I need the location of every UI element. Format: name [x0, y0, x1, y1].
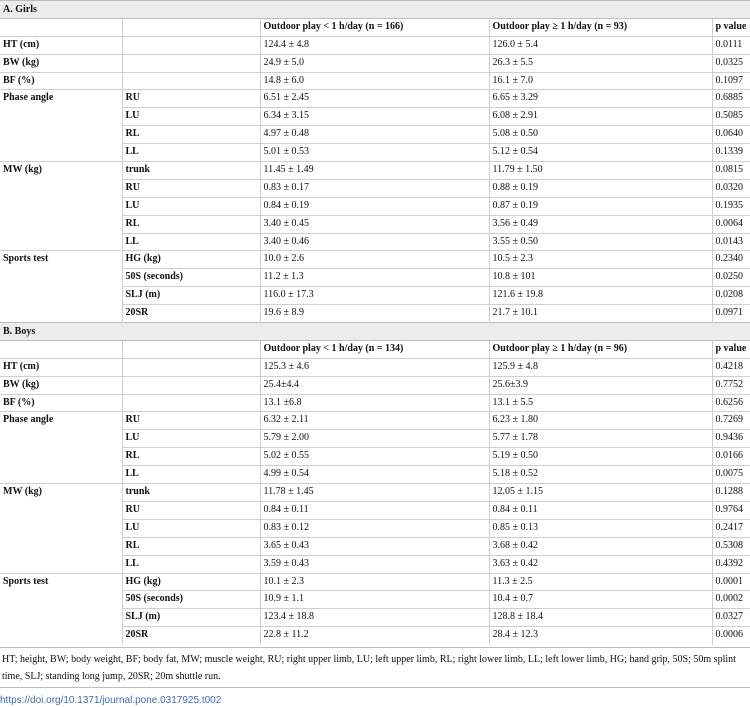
row-sublabel: SLJ (m) — [122, 609, 260, 627]
table-row — [0, 412, 750, 430]
group-b-value: 10.8 ± 101 — [489, 269, 712, 287]
boys-blank-sub-header — [122, 340, 260, 358]
table-row — [0, 484, 750, 502]
row-sublabel: RU — [122, 412, 260, 430]
row-label — [0, 108, 122, 126]
group-a-value: 6.34 ± 3.15 — [260, 108, 489, 126]
boys-group-a-header: Outdoor play < 1 h/day (n = 134) — [260, 340, 489, 358]
girls-blank-header — [0, 18, 122, 36]
group-b-value: 11.3 ± 2.5 — [489, 573, 712, 591]
p-value: 0.0320 — [712, 179, 750, 197]
row-label: Phase angle — [0, 412, 122, 430]
p-value: 0.0815 — [712, 162, 750, 180]
row-label: MW (kg) — [0, 162, 122, 180]
row-label: BW (kg) — [0, 54, 122, 72]
p-value: 0.4392 — [712, 555, 750, 573]
p-value: 0.4218 — [712, 358, 750, 376]
group-b-value: 6.65 ± 3.29 — [489, 90, 712, 108]
boys-p-value-header: p value — [712, 340, 750, 358]
row-label — [0, 144, 122, 162]
group-a-value: 11.78 ± 1.45 — [260, 484, 489, 502]
girls-section-title-row — [0, 1, 750, 19]
row-label: BW (kg) — [0, 376, 122, 394]
table-row — [0, 501, 750, 519]
row-sublabel: RL — [122, 126, 260, 144]
group-a-value: 4.99 ± 0.54 — [260, 466, 489, 484]
p-value: 0.0143 — [712, 233, 750, 251]
row-label — [0, 269, 122, 287]
row-sublabel: SLJ (m) — [122, 287, 260, 305]
p-value: 0.1935 — [712, 197, 750, 215]
boys-section-title: B. Boys — [0, 323, 750, 341]
row-label — [0, 627, 122, 645]
group-a-value: 6.32 ± 2.11 — [260, 412, 489, 430]
p-value: 0.0001 — [712, 573, 750, 591]
group-b-value: 11.79 ± 1.50 — [489, 162, 712, 180]
row-sublabel — [122, 36, 260, 54]
row-sublabel: HG (kg) — [122, 573, 260, 591]
p-value: 0.2417 — [712, 519, 750, 537]
p-value: 0.7752 — [712, 376, 750, 394]
doi-link[interactable]: https://doi.org/10.1371/journal.pone.0317925.t002 — [0, 695, 222, 706]
table-row — [0, 269, 750, 287]
group-b-value: 5.19 ± 0.50 — [489, 448, 712, 466]
table-row — [0, 591, 750, 609]
group-b-value: 0.88 ± 0.19 — [489, 179, 712, 197]
p-value: 0.0075 — [712, 466, 750, 484]
table-row — [0, 90, 750, 108]
doi-divider — [0, 687, 750, 688]
table-row — [0, 54, 750, 72]
group-a-value: 10.9 ± 1.1 — [260, 591, 489, 609]
group-b-value: 10.5 ± 2.3 — [489, 251, 712, 269]
group-a-value: 124.4 ± 4.8 — [260, 36, 489, 54]
row-sublabel — [122, 54, 260, 72]
row-label — [0, 126, 122, 144]
group-a-value: 3.59 ± 0.43 — [260, 555, 489, 573]
table-row — [0, 448, 750, 466]
group-b-value: 5.18 ± 0.52 — [489, 466, 712, 484]
boys-blank-header — [0, 340, 122, 358]
group-a-value: 14.8 ± 6.0 — [260, 72, 489, 90]
table-row — [0, 233, 750, 251]
group-a-value: 3.40 ± 0.46 — [260, 233, 489, 251]
group-a-value: 11.2 ± 1.3 — [260, 269, 489, 287]
group-a-value: 116.0 ± 17.3 — [260, 287, 489, 305]
p-value: 0.6256 — [712, 394, 750, 412]
group-b-value: 25.6±3.9 — [489, 376, 712, 394]
group-a-value: 11.45 ± 1.49 — [260, 162, 489, 180]
row-label — [0, 430, 122, 448]
girls-p-value-header: p value — [712, 18, 750, 36]
group-a-value: 0.84 ± 0.11 — [260, 501, 489, 519]
group-a-value: 24.9 ± 5.0 — [260, 54, 489, 72]
group-a-value: 13.1 ±6.8 — [260, 394, 489, 412]
table-row — [0, 609, 750, 627]
group-a-value: 125.3 ± 4.6 — [260, 358, 489, 376]
p-value: 0.9436 — [712, 430, 750, 448]
row-sublabel: 50S (seconds) — [122, 591, 260, 609]
group-a-value: 5.01 ± 0.53 — [260, 144, 489, 162]
row-label: HT (cm) — [0, 36, 122, 54]
p-value: 0.0327 — [712, 609, 750, 627]
girls-blank-sub-header — [122, 18, 260, 36]
p-value: 0.1339 — [712, 144, 750, 162]
group-b-value: 16.1 ± 7.0 — [489, 72, 712, 90]
row-label: Sports test — [0, 573, 122, 591]
row-sublabel: LL — [122, 233, 260, 251]
results-table-body — [0, 1, 750, 645]
p-value: 0.0006 — [712, 627, 750, 645]
row-sublabel: RU — [122, 501, 260, 519]
row-sublabel: RL — [122, 537, 260, 555]
row-label — [0, 197, 122, 215]
row-label: MW (kg) — [0, 484, 122, 502]
group-a-value: 10.1 ± 2.3 — [260, 573, 489, 591]
row-label: BF (%) — [0, 394, 122, 412]
table-row — [0, 36, 750, 54]
row-sublabel: 50S (seconds) — [122, 269, 260, 287]
p-value: 0.0250 — [712, 269, 750, 287]
table-row — [0, 144, 750, 162]
girls-header-row — [0, 18, 750, 36]
table-row — [0, 179, 750, 197]
table-row — [0, 430, 750, 448]
row-sublabel: LU — [122, 519, 260, 537]
row-label — [0, 555, 122, 573]
table-row — [0, 72, 750, 90]
table-row — [0, 376, 750, 394]
group-b-value: 126.0 ± 5.4 — [489, 36, 712, 54]
boys-section-title-row — [0, 323, 750, 341]
p-value: 0.0166 — [712, 448, 750, 466]
row-label — [0, 448, 122, 466]
row-label: Sports test — [0, 251, 122, 269]
row-sublabel: LU — [122, 197, 260, 215]
p-value: 0.0325 — [712, 54, 750, 72]
group-b-value: 5.77 ± 1.78 — [489, 430, 712, 448]
row-sublabel: HG (kg) — [122, 251, 260, 269]
row-sublabel — [122, 72, 260, 90]
p-value: 0.0208 — [712, 287, 750, 305]
group-a-value: 10.0 ± 2.6 — [260, 251, 489, 269]
group-a-value: 6.51 ± 2.45 — [260, 90, 489, 108]
p-value: 0.0640 — [712, 126, 750, 144]
boys-group-b-header: Outdoor play ≥ 1 h/day (n = 96) — [489, 340, 712, 358]
p-value: 0.7269 — [712, 412, 750, 430]
table-row — [0, 108, 750, 126]
row-label — [0, 305, 122, 323]
group-a-value: 3.65 ± 0.43 — [260, 537, 489, 555]
row-sublabel: RL — [122, 448, 260, 466]
group-b-value: 125.9 ± 4.8 — [489, 358, 712, 376]
group-b-value: 5.08 ± 0.50 — [489, 126, 712, 144]
group-b-value: 121.6 ± 19.8 — [489, 287, 712, 305]
group-a-value: 5.02 ± 0.55 — [260, 448, 489, 466]
row-label — [0, 519, 122, 537]
girls-group-a-header: Outdoor play < 1 h/day (n = 166) — [260, 18, 489, 36]
group-a-value: 0.83 ± 0.17 — [260, 179, 489, 197]
row-sublabel: RL — [122, 215, 260, 233]
p-value: 0.2340 — [712, 251, 750, 269]
table-row — [0, 358, 750, 376]
girls-section-title: A. Girls — [0, 1, 750, 19]
row-sublabel: LL — [122, 144, 260, 162]
row-label — [0, 501, 122, 519]
p-value: 0.0111 — [712, 36, 750, 54]
row-sublabel: trunk — [122, 484, 260, 502]
row-sublabel: trunk — [122, 162, 260, 180]
p-value: 0.1097 — [712, 72, 750, 90]
group-a-value: 3.40 ± 0.45 — [260, 215, 489, 233]
group-a-value: 25.4±4.4 — [260, 376, 489, 394]
row-label — [0, 537, 122, 555]
group-b-value: 3.55 ± 0.50 — [489, 233, 712, 251]
row-sublabel: 20SR — [122, 305, 260, 323]
group-a-value: 123.4 ± 18.8 — [260, 609, 489, 627]
table-row — [0, 466, 750, 484]
table-row — [0, 197, 750, 215]
table-footnote-block — [0, 647, 750, 685]
p-value: 0.6885 — [712, 90, 750, 108]
row-sublabel: 20SR — [122, 627, 260, 645]
p-value: 0.0002 — [712, 591, 750, 609]
table-footnote: HT; height, BW; body weight, BF; body fat, MW; muscle weight, RU; right upper limb, LU; left upper limb, RL; right lower limb, LL; left lower limb, HG; hand grip, 50S; 50m splint time, SLJ; standing long jump, 20SR; 20m shuttle run. — [2, 653, 736, 682]
table-row — [0, 305, 750, 323]
group-b-value: 0.84 ± 0.11 — [489, 501, 712, 519]
table-row — [0, 537, 750, 555]
row-label — [0, 179, 122, 197]
group-b-value: 21.7 ± 10.1 — [489, 305, 712, 323]
table-row — [0, 573, 750, 591]
p-value: 0.9764 — [712, 501, 750, 519]
row-sublabel — [122, 394, 260, 412]
group-b-value: 28.4 ± 12.3 — [489, 627, 712, 645]
row-sublabel: LU — [122, 430, 260, 448]
girls-group-b-header: Outdoor play ≥ 1 h/day (n = 93) — [489, 18, 712, 36]
row-sublabel — [122, 376, 260, 394]
row-label: HT (cm) — [0, 358, 122, 376]
table-row — [0, 555, 750, 573]
group-b-value: 26.3 ± 5.5 — [489, 54, 712, 72]
group-b-value: 5.12 ± 0.54 — [489, 144, 712, 162]
group-b-value: 3.56 ± 0.49 — [489, 215, 712, 233]
group-b-value: 6.08 ± 2.91 — [489, 108, 712, 126]
row-sublabel — [122, 358, 260, 376]
boys-header-row — [0, 340, 750, 358]
p-value: 0.0971 — [712, 305, 750, 323]
p-value: 0.1288 — [712, 484, 750, 502]
table-row — [0, 627, 750, 645]
group-b-value: 10.4 ± 0.7 — [489, 591, 712, 609]
table-row — [0, 215, 750, 233]
table-row — [0, 126, 750, 144]
table-row — [0, 251, 750, 269]
group-a-value: 5.79 ± 2.00 — [260, 430, 489, 448]
table-row — [0, 287, 750, 305]
group-a-value: 22.8 ± 11.2 — [260, 627, 489, 645]
table-row — [0, 394, 750, 412]
group-a-value: 4.97 ± 0.48 — [260, 126, 489, 144]
group-b-value: 3.63 ± 0.42 — [489, 555, 712, 573]
row-label — [0, 215, 122, 233]
row-label — [0, 287, 122, 305]
group-a-value: 0.83 ± 0.12 — [260, 519, 489, 537]
group-b-value: 0.87 ± 0.19 — [489, 197, 712, 215]
row-label — [0, 591, 122, 609]
p-value: 0.5085 — [712, 108, 750, 126]
row-sublabel: RU — [122, 179, 260, 197]
row-sublabel: LL — [122, 466, 260, 484]
group-b-value: 0.85 ± 0.13 — [489, 519, 712, 537]
group-a-value: 19.6 ± 8.9 — [260, 305, 489, 323]
group-b-value: 13.1 ± 5.5 — [489, 394, 712, 412]
group-b-value: 12.05 ± 1.15 — [489, 484, 712, 502]
p-value: 0.5308 — [712, 537, 750, 555]
p-value: 0.0064 — [712, 215, 750, 233]
row-label — [0, 233, 122, 251]
group-b-value: 3.68 ± 0.42 — [489, 537, 712, 555]
group-b-value: 128.8 ± 18.4 — [489, 609, 712, 627]
group-a-value: 0.84 ± 0.19 — [260, 197, 489, 215]
row-label: Phase angle — [0, 90, 122, 108]
row-sublabel: RU — [122, 90, 260, 108]
row-label — [0, 609, 122, 627]
row-sublabel: LL — [122, 555, 260, 573]
row-label — [0, 466, 122, 484]
table-row — [0, 162, 750, 180]
group-b-value: 6.23 ± 1.80 — [489, 412, 712, 430]
table-row — [0, 519, 750, 537]
row-sublabel: LU — [122, 108, 260, 126]
row-label: BF (%) — [0, 72, 122, 90]
